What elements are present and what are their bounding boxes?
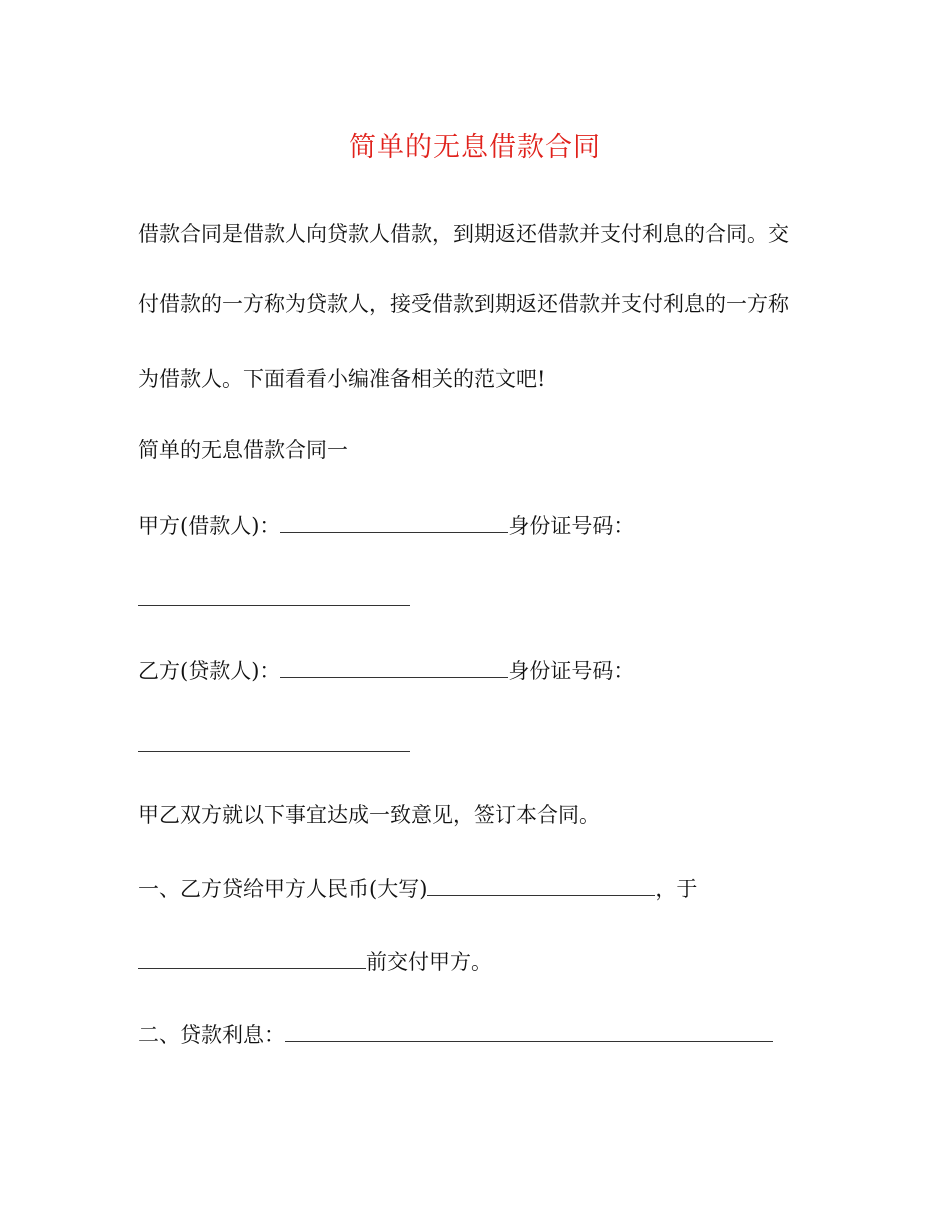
clause-1-suffix: ，于 <box>655 877 698 901</box>
clause-1-line2-suffix: 前交付甲方。 <box>366 950 492 974</box>
party-b-id-field[interactable] <box>138 750 410 752</box>
party-a-label: 甲方(借款人)： <box>138 514 281 538</box>
clause-2-prefix: 二、贷款利息： <box>138 1023 285 1047</box>
clause-1-line-2 <box>138 946 492 977</box>
party-b-id-label: 身份证号码： <box>508 659 635 683</box>
intro-line-2: 付借款的一方称为贷款人，接受借款到期返还借款并支付利息的一方称 <box>138 292 789 316</box>
clause-2-interest-field[interactable] <box>285 1019 773 1042</box>
party-b-name-field[interactable] <box>280 655 508 678</box>
section-heading: 简单的无息借款合同一 <box>138 438 348 462</box>
clause-2-line <box>138 1019 773 1050</box>
party-a-line <box>138 510 634 541</box>
party-b-label: 乙方(贷款人)： <box>138 659 281 683</box>
clause-1-amount-field[interactable] <box>427 873 655 896</box>
agreement-statement: 甲乙双方就以下事宜达成一致意见，签订本合同。 <box>138 803 600 827</box>
party-b-line <box>138 655 634 686</box>
clause-1-date-field[interactable] <box>138 946 366 969</box>
clause-1-prefix: 一、乙方贷给甲方人民币(大写) <box>138 877 428 901</box>
party-a-name-field[interactable] <box>280 510 508 533</box>
clause-1-line-1 <box>138 873 697 904</box>
intro-line-1: 借款合同是借款人向贷款人借款，到期返还借款并支付利息的合同。交 <box>138 222 789 246</box>
party-a-id-label: 身份证号码： <box>508 514 635 538</box>
party-a-id-field[interactable] <box>138 604 410 606</box>
intro-line-3: 为借款人。下面看看小编准备相关的范文吧! <box>138 367 546 391</box>
document-title: 简单的无息借款合同 <box>349 132 601 163</box>
